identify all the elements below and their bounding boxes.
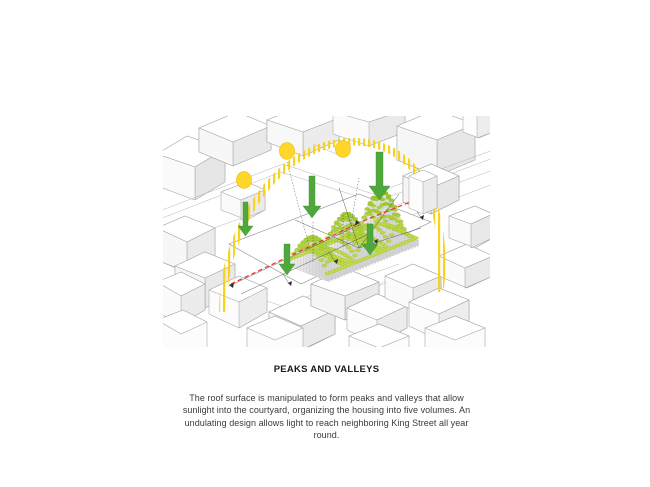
green-roof-tile xyxy=(352,254,357,257)
green-roof-tile xyxy=(401,228,406,231)
green-roof-tile xyxy=(380,231,385,234)
green-roof-tile xyxy=(337,223,342,226)
green-roof-tile xyxy=(349,236,354,239)
green-roof-tile xyxy=(359,226,364,229)
green-roof-tile xyxy=(346,219,351,222)
page-title: PEAKS AND VALLEYS xyxy=(273,364,380,375)
green-roof-tile xyxy=(383,245,388,248)
context-buildings-edge xyxy=(409,170,437,214)
figure-description: The roof surface is manipulated to form peaks and valleys that allow sunlight into the courtyard, organizing the housing into five volumes. An undulating design allows light to reach neighboring King Street all year round. xyxy=(182,393,471,441)
green-roof-tile xyxy=(362,233,367,236)
green-roof-tile xyxy=(413,237,418,240)
green-roof-tile xyxy=(398,225,403,228)
green-roof-tile xyxy=(319,248,324,251)
green-roof-tile xyxy=(383,219,388,222)
green-roof-tile xyxy=(349,250,354,253)
sun-icon-midday xyxy=(279,143,294,160)
svg-text:KING STREET WEST: WEST xyxy=(378,279,389,288)
green-roof-tile xyxy=(368,201,373,204)
green-roof-tile xyxy=(349,258,354,261)
green-roof-tile xyxy=(386,226,391,229)
green-roof-tile xyxy=(377,228,382,231)
green-roof-tile xyxy=(319,258,324,261)
green-roof-tile xyxy=(398,220,403,223)
sun-icon-morning xyxy=(236,172,251,189)
green-roof-tile xyxy=(392,228,397,231)
green-roof-tile xyxy=(386,240,391,243)
green-roof-tile xyxy=(389,234,394,237)
sun-icon-afternoon xyxy=(335,141,350,158)
green-roof-tile xyxy=(389,217,394,220)
green-roof-tile xyxy=(395,214,400,217)
axonometric-massing-diagram xyxy=(163,116,490,347)
figure-caption-block xyxy=(163,364,490,442)
green-roof-tile xyxy=(371,204,376,207)
green-roof-tile xyxy=(383,202,388,205)
green-roof-tile xyxy=(377,206,382,209)
green-roof-tile xyxy=(313,250,318,253)
green-roof-tile xyxy=(383,235,388,238)
green-roof-tile xyxy=(322,264,327,267)
green-roof-tile xyxy=(334,221,339,224)
green-roof-tile xyxy=(325,247,330,250)
diagram-canvas xyxy=(163,116,490,347)
green-roof-tile xyxy=(362,216,367,219)
green-roof-tile xyxy=(343,229,348,232)
green-roof-tile xyxy=(356,249,361,252)
green-roof-tile xyxy=(346,246,351,249)
green-roof-tile xyxy=(313,240,318,243)
green-roof-tile xyxy=(310,248,315,251)
green-roof-tile xyxy=(356,235,361,238)
